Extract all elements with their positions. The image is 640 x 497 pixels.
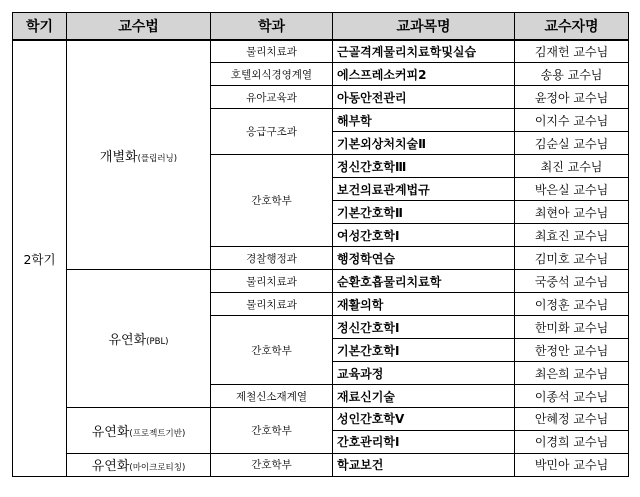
professor-cell: 박민아 교수님: [515, 453, 629, 476]
method-cell-pbl: [67, 270, 211, 408]
course-cell: 근골격계물리치료학및실습: [333, 40, 515, 63]
course-cell: 교육과정: [333, 362, 515, 385]
course-cell: 성인간호학Ⅴ: [333, 408, 515, 431]
method-sublabel: (프로젝트기반): [129, 428, 186, 439]
header-professor: 교수자명: [515, 13, 629, 41]
course-cell: 행정학연습: [333, 247, 515, 270]
professor-cell: 최현아 교수님: [515, 201, 629, 224]
course-cell: 재활의학: [333, 293, 515, 316]
method-label: 개별화: [99, 149, 138, 165]
course-cell: 아동안전관리: [333, 86, 515, 109]
header-course: 교과목명: [333, 13, 515, 41]
department-cell: 응급구조과: [211, 109, 333, 155]
header-department: 학과: [211, 13, 333, 41]
professor-cell: 최진 교수님: [515, 155, 629, 178]
course-cell: 기본외상처치술Ⅱ: [333, 132, 515, 155]
course-cell: 해부학: [333, 109, 515, 132]
professor-cell: 안혜정 교수님: [515, 408, 629, 431]
professor-cell: 이경희 교수님: [515, 430, 629, 453]
professor-cell: 한미화 교수님: [515, 316, 629, 339]
department-cell: 물리치료과: [211, 293, 333, 316]
department-cell: 물리치료과: [211, 40, 333, 63]
professor-cell: 이종석 교수님: [515, 385, 629, 408]
professor-cell: 한정안 교수님: [515, 339, 629, 362]
method-label: 유연화: [91, 459, 130, 475]
method-cell-flipped: [67, 40, 211, 270]
method-label: 유연화: [91, 424, 130, 440]
table-row: [13, 270, 629, 293]
course-cell: 재료신기술: [333, 385, 515, 408]
semester-cell: 2학기: [13, 40, 67, 477]
table-row: [13, 40, 629, 63]
course-cell: 여성간호학Ⅰ: [333, 224, 515, 247]
table-row: [13, 408, 629, 431]
professor-cell: 송용 교수님: [515, 63, 629, 86]
method-sublabel: (마이크로티칭): [129, 463, 186, 474]
course-cell: 보건의료관계법규: [333, 178, 515, 201]
department-cell: 경찰행정과: [211, 247, 333, 270]
professor-cell: 이지수 교수님: [515, 109, 629, 132]
course-cell: 기본간호학Ⅱ: [333, 201, 515, 224]
department-cell: 간호학부: [211, 155, 333, 247]
table-row: [13, 453, 629, 476]
method-cell-microteaching: [67, 453, 211, 476]
course-cell: 간호관리학Ⅰ: [333, 430, 515, 453]
professor-cell: 이정훈 교수님: [515, 293, 629, 316]
course-cell: 정신간호학Ⅰ: [333, 316, 515, 339]
professor-cell: 김미호 교수님: [515, 247, 629, 270]
professor-cell: 김재헌 교수님: [515, 40, 629, 63]
course-table: [12, 12, 629, 477]
professor-cell: 박은실 교수님: [515, 178, 629, 201]
method-sublabel: (플립러닝): [137, 153, 178, 164]
header-semester: 학기: [13, 13, 67, 41]
professor-cell: 윤정아 교수님: [515, 86, 629, 109]
course-cell: 학교보건: [333, 453, 515, 476]
department-cell: 간호학부: [211, 316, 333, 385]
department-cell: 간호학부: [211, 408, 333, 454]
professor-cell: 김순실 교수님: [515, 132, 629, 155]
method-sublabel: (PBL): [146, 337, 169, 348]
department-cell: 호텔외식경영계열: [211, 63, 333, 86]
professor-cell: 최은희 교수님: [515, 362, 629, 385]
course-cell: 순환호흡물리치료학: [333, 270, 515, 293]
course-cell: 에스프레소커피2: [333, 63, 515, 86]
department-cell: 유아교육과: [211, 86, 333, 109]
method-label: 유연화: [108, 333, 147, 349]
professor-cell: 최효진 교수님: [515, 224, 629, 247]
header-row: [13, 13, 629, 41]
department-cell: 간호학부: [211, 453, 333, 476]
header-method: 교수법: [67, 13, 211, 41]
course-cell: 정신간호학Ⅲ: [333, 155, 515, 178]
course-cell: 기본간호학Ⅰ: [333, 339, 515, 362]
professor-cell: 국중석 교수님: [515, 270, 629, 293]
method-cell-project: [67, 408, 211, 454]
department-cell: 물리치료과: [211, 270, 333, 293]
department-cell: 제철신소재계열: [211, 385, 333, 408]
